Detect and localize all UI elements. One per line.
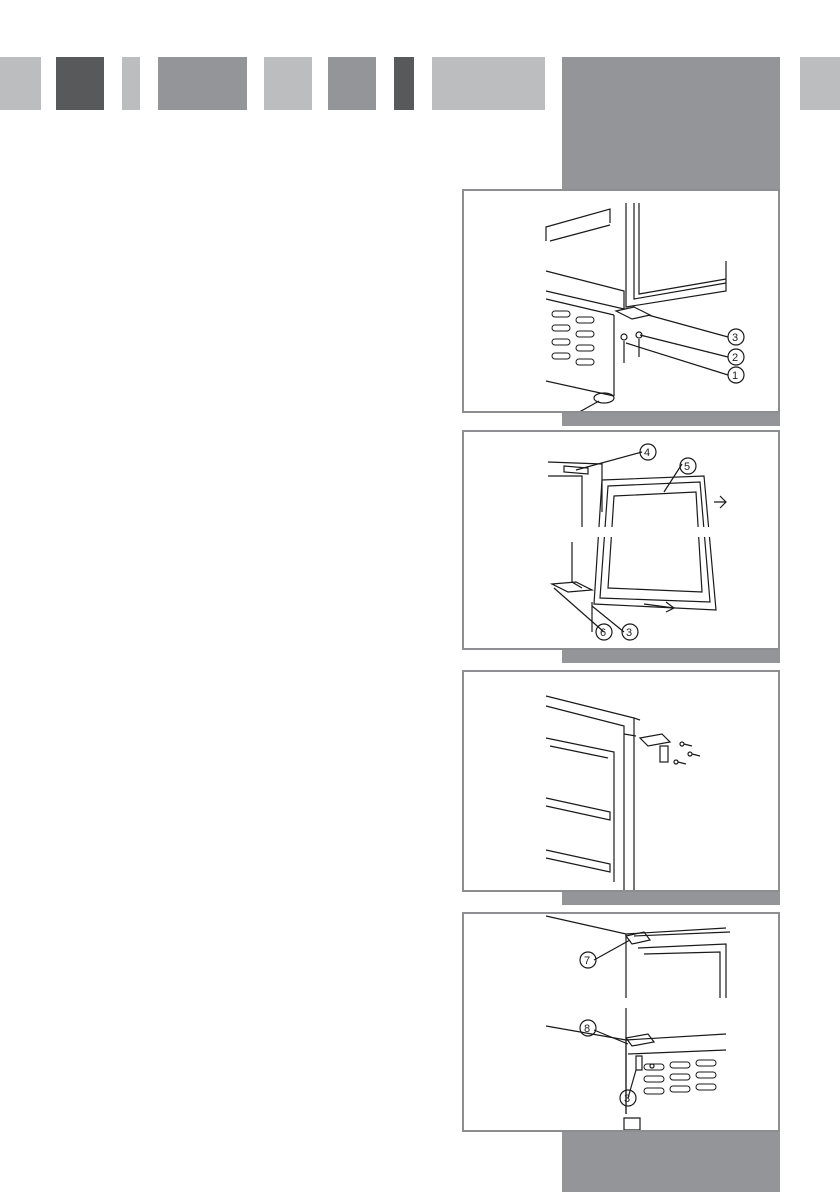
figure-4-break-band [464, 998, 780, 1008]
figure-1-callout-2: 2 [732, 352, 739, 364]
figure-2-drawing [464, 432, 780, 650]
figure-1-lower-hinge [462, 189, 780, 413]
header-tab-1 [0, 57, 41, 110]
footer-block [562, 1132, 780, 1192]
header-tab-2 [56, 57, 104, 110]
figure-2-caption-bar [562, 650, 780, 663]
figure-1-caption-bar [562, 413, 780, 426]
header-tab-8 [432, 57, 545, 110]
figure-1-drawing [464, 191, 780, 413]
header-tab-6 [328, 57, 376, 110]
figure-1-callout-1: 3 [732, 332, 739, 344]
figure-4-callout-2: 8 [584, 1023, 591, 1035]
header-tab-4 [158, 57, 247, 110]
figure-4-drawing [464, 914, 780, 1132]
figure-4-callout-3: 3 [624, 1093, 631, 1105]
figure-2-door-removal [462, 430, 780, 650]
figure-3-drawing [464, 672, 780, 892]
header-tab-7 [394, 57, 414, 110]
figure-3-hinge-remount [462, 670, 780, 892]
figure-3-caption-bar [562, 892, 780, 905]
chapter-header-block [562, 57, 780, 189]
figure-2-callout-1: 4 [644, 447, 651, 459]
figure-2-callout-2: 5 [684, 461, 691, 473]
figure-4-callout-1: 7 [584, 955, 591, 967]
figure-2-callout-3: 6 [600, 627, 607, 639]
figure-2-break-band [464, 527, 780, 537]
header-tab-5 [264, 57, 312, 110]
header-tab-10 [800, 57, 840, 110]
figure-4-door-refit [462, 912, 780, 1132]
header-tab-3 [122, 57, 140, 110]
figure-1-callout-3: 1 [732, 370, 739, 382]
figure-2-callout-4: 3 [626, 627, 633, 639]
